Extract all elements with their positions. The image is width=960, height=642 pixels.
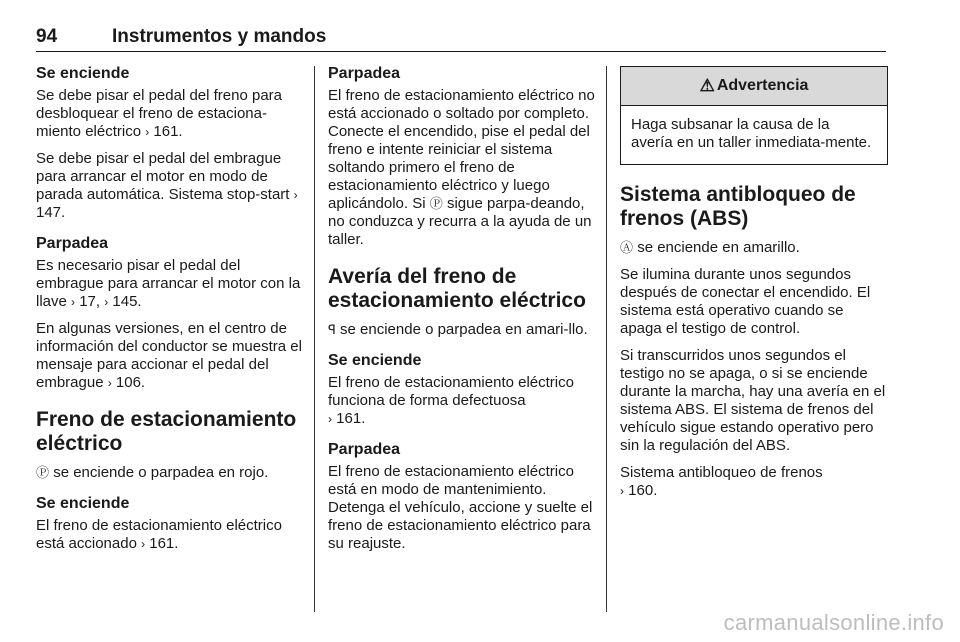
paragraph: [36, 257, 304, 311]
page-ref-arrow-icon[interactable]: ›: [107, 376, 112, 390]
page-ref[interactable]: 17,: [79, 293, 101, 310]
paragraph: [620, 239, 888, 257]
column-2: [328, 64, 596, 562]
page-ref-arrow-icon[interactable]: ›: [104, 295, 109, 309]
abs-icon: Ⓐ: [620, 240, 634, 255]
brake-fault-icon: ꟼ: [328, 322, 336, 337]
page-ref-arrow-icon[interactable]: ›: [145, 125, 150, 139]
paragraph: [36, 464, 304, 482]
paragraph-text: Es necesario pisar el pedal del embrague para arrancar el motor con la llave: [36, 257, 301, 310]
warning-title: Advertencia: [716, 77, 809, 94]
page-number: 94: [36, 26, 58, 47]
page-ref[interactable]: 106.: [115, 374, 146, 391]
page-ref[interactable]: 161.: [336, 410, 366, 427]
paragraph: Si transcurridos unos segundos el testigo no se apaga, o si se enciende durante la marcha, hay una avería en el sistema ABS. El sistema de frenos del vehículo sigue estando operativo pero sin la regulación del ABS.: [620, 347, 886, 454]
warning-box: [620, 66, 888, 165]
column-divider-1: [314, 66, 315, 612]
heading-se-enciende: Se enciende: [328, 352, 422, 369]
page-title: Instrumentos y mandos: [112, 26, 327, 47]
heading-parpadea: Parpadea: [328, 441, 401, 458]
paragraph: [328, 374, 596, 428]
watermark: carmanualsonline.info: [723, 610, 944, 635]
paragraph-text: El freno de estacionamiento eléctrico no está accionado o soltado por completo. Conecte el encendido, pise el pedal del freno e intente reiniciar el sistema soltando primero el freno de estacionamiento eléctrico y luego aplicándolo. Si: [328, 87, 595, 212]
warning-icon: ⚠: [699, 76, 715, 95]
heading-se-enciende: Se enciende: [36, 65, 130, 82]
paragraph-text: Sistema antibloqueo de frenos: [620, 464, 823, 481]
column-3: [620, 64, 888, 509]
heading-se-enciende: Se enciende: [36, 495, 130, 512]
warning-header: [621, 67, 887, 106]
page-ref[interactable]: 147.: [36, 204, 66, 221]
paragraph: [328, 87, 596, 249]
paragraph: [36, 517, 304, 553]
column-divider-2: [606, 66, 607, 612]
section-heading-averia-freno: Avería del freno de estacionamiento eléctrico: [328, 265, 586, 312]
page-ref-arrow-icon[interactable]: ›: [141, 537, 146, 551]
heading-parpadea: Parpadea: [328, 65, 401, 82]
paragraph: [620, 464, 888, 500]
page-ref-arrow-icon[interactable]: ›: [293, 188, 298, 202]
paragraph: [36, 320, 304, 392]
section-heading-freno-estacionamiento: Freno de estacionamiento eléctrico: [36, 408, 297, 455]
section-heading-abs: Sistema antibloqueo de frenos (ABS): [620, 183, 856, 230]
paragraph: Se ilumina durante unos segundos después de conectar el encendido. El sistema está operativo cuando se apaga el testigo de control.: [620, 266, 871, 337]
page-ref[interactable]: 145.: [112, 293, 142, 310]
paragraph-text: En algunas versiones, en el centro de información del conductor se muestra el mensaje para accionar el pedal del embrague: [36, 320, 302, 391]
parking-brake-icon: Ⓟ: [429, 196, 443, 211]
paragraph-text: Se debe pisar el pedal del freno para desbloquear el freno de estaciona-miento eléctrico: [36, 87, 283, 140]
warning-body: Haga subsanar la causa de la avería en un taller inmediata-mente.: [631, 116, 872, 151]
paragraph: [36, 150, 304, 222]
page-header: [36, 22, 886, 52]
parking-brake-icon: Ⓟ: [36, 465, 50, 480]
header-rule: [36, 51, 886, 52]
heading-parpadea: Parpadea: [36, 235, 109, 252]
page-ref[interactable]: 161.: [153, 123, 183, 140]
paragraph-text: se enciende o parpadea en amari-llo.: [340, 321, 588, 338]
paragraph-text: Se debe pisar el pedal del embrague para arrancar el motor en modo de parada automática. Sistema stop-start: [36, 150, 290, 203]
paragraph: [328, 321, 596, 339]
page-ref-arrow-icon[interactable]: ›: [71, 295, 76, 309]
paragraph-text: se enciende en amarillo.: [637, 239, 800, 256]
page-ref[interactable]: 161.: [149, 535, 179, 552]
paragraph-text: sigue parpa-deando, no conduzca y recurra a la ayuda de un taller.: [328, 195, 592, 248]
paragraph-text: El freno de estacionamiento eléctrico funciona de forma defectuosa: [328, 374, 574, 409]
page-ref[interactable]: 160.: [628, 482, 658, 499]
paragraph: [36, 87, 304, 141]
page-ref-arrow-icon[interactable]: ›: [620, 484, 624, 498]
paragraph: El freno de estacionamiento eléctrico está en modo de mantenimiento. Detenga el vehículo, accione y suelte el freno de estacionamiento eléctrico para su reajuste.: [328, 463, 593, 552]
paragraph-text: se enciende o parpadea en rojo.: [53, 464, 269, 481]
column-1: [36, 64, 304, 562]
paragraph-text: El freno de estacionamiento eléctrico está accionado: [36, 517, 282, 552]
page-ref-arrow-icon[interactable]: ›: [328, 412, 332, 426]
